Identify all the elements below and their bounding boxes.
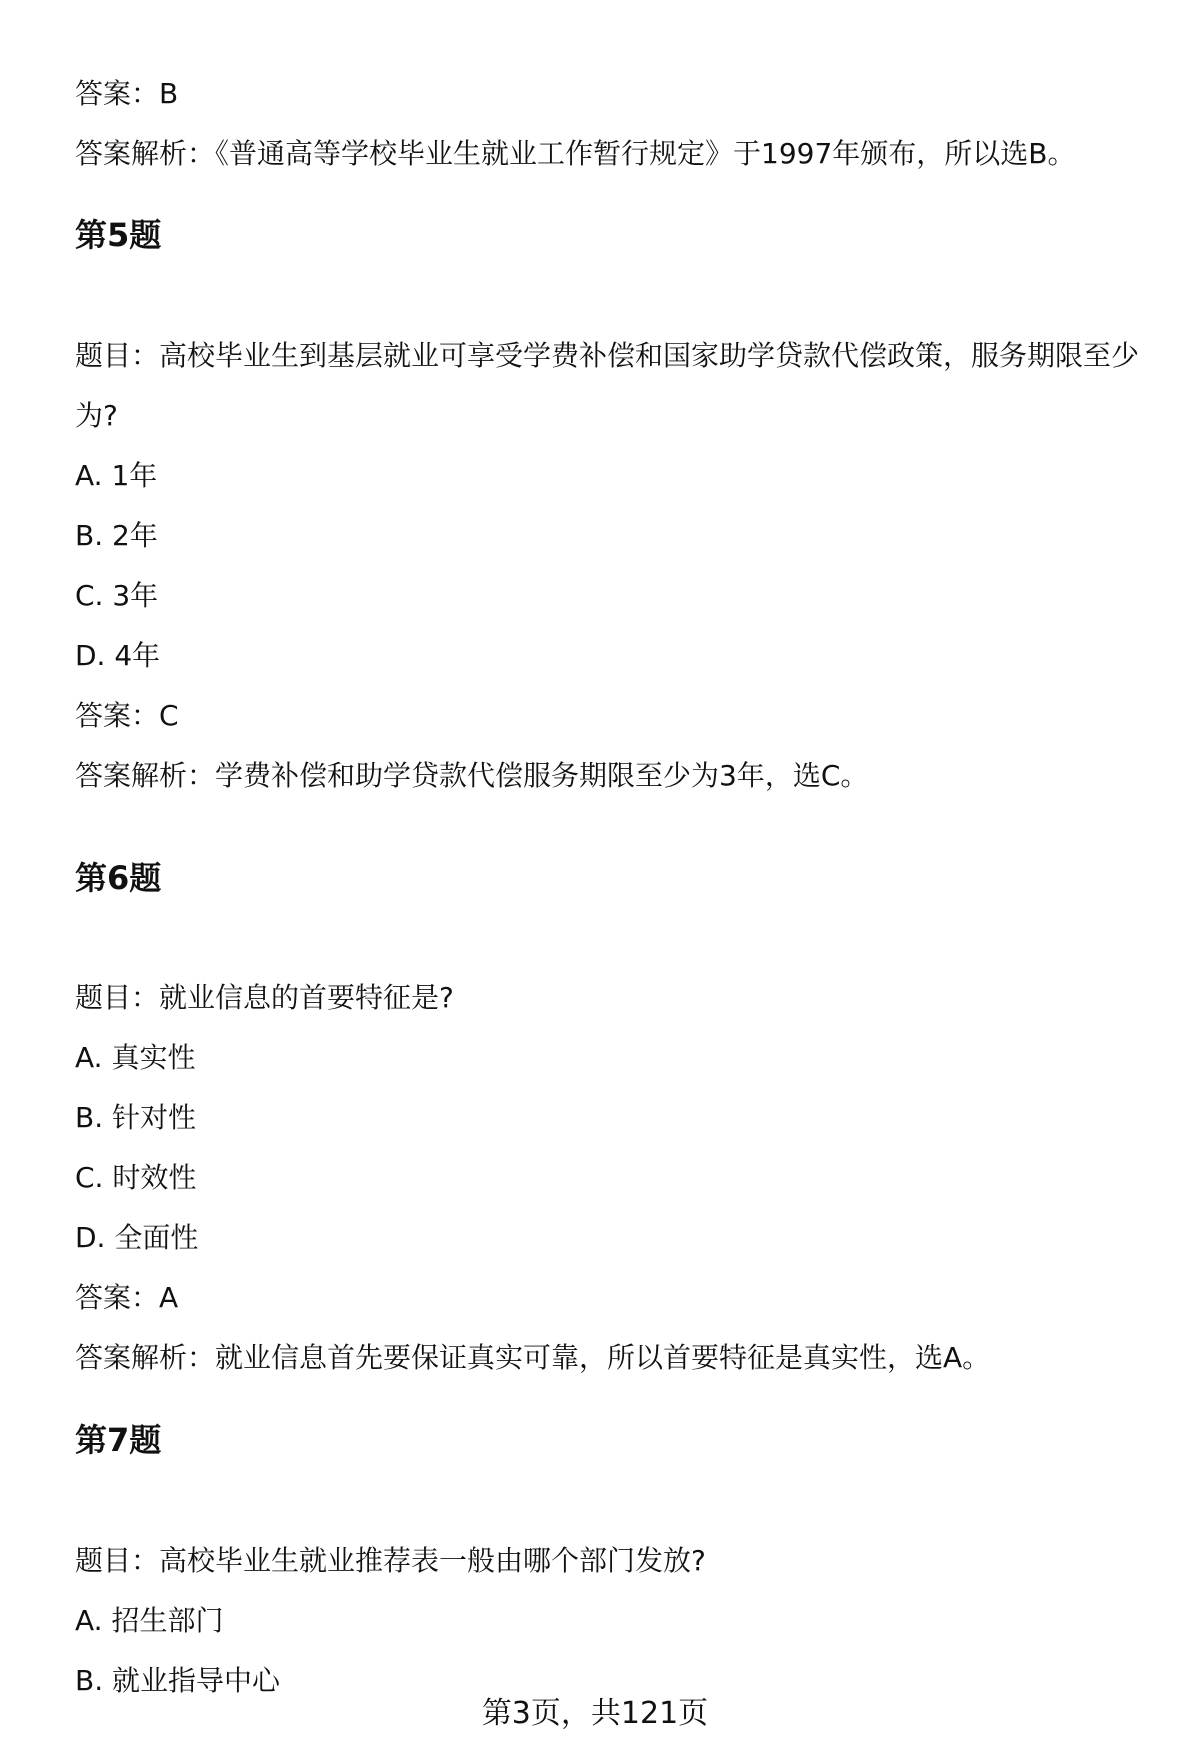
option-b: B. 针对性 [75,1101,197,1134]
option-c: C. 时效性 [75,1161,197,1194]
question-heading: 第6题 [75,859,162,897]
question-block-7 [75,1410,161,1470]
question-heading: 第7题 [75,1421,162,1459]
question-block-6 [75,848,161,908]
question-body-6 [75,968,990,1388]
question-stem: 题目：就业信息的首要特征是? [75,981,454,1014]
explanation-line: 答案解析：就业信息首先要保证真实可靠，所以首要特征是真实性，选A。 [75,1341,991,1374]
option-b: B. 2年 [75,519,158,552]
explanation-line: 答案解析：《普通高等学校毕业生就业工作暂行规定》于1997年颁布，所以选B。 [75,137,1076,170]
explanation-line: 答案解析：学费补偿和助学贷款代偿服务期限至少为3年，选C。 [75,759,869,792]
question-body-5 [75,326,1175,806]
page-number-footer: 第3页，共121页 [481,1696,709,1731]
prev-question-block [75,64,1075,184]
option-c: C. 3年 [75,579,159,612]
question-block-5 [75,205,161,265]
option-d: D. 4年 [75,639,161,672]
option-b: B. 就业指导中心 [75,1664,281,1697]
question-stem: 题目：高校毕业生到基层就业可享受学费补偿和国家助学贷款代偿政策，服务期限至少为? [75,339,1140,432]
option-a: A. 真实性 [75,1041,196,1074]
answer-line: 答案：A [75,1281,179,1314]
option-d: D. 全面性 [75,1221,199,1254]
option-a: A. 1年 [75,459,158,492]
answer-line: 答案：C [75,699,179,732]
option-a: A. 招生部门 [75,1604,224,1637]
question-body-7 [75,1531,706,1711]
question-stem: 题目：高校毕业生就业推荐表一般由哪个部门发放? [75,1544,706,1577]
answer-line: 答案：B [75,77,179,110]
question-heading: 第5题 [75,216,162,254]
